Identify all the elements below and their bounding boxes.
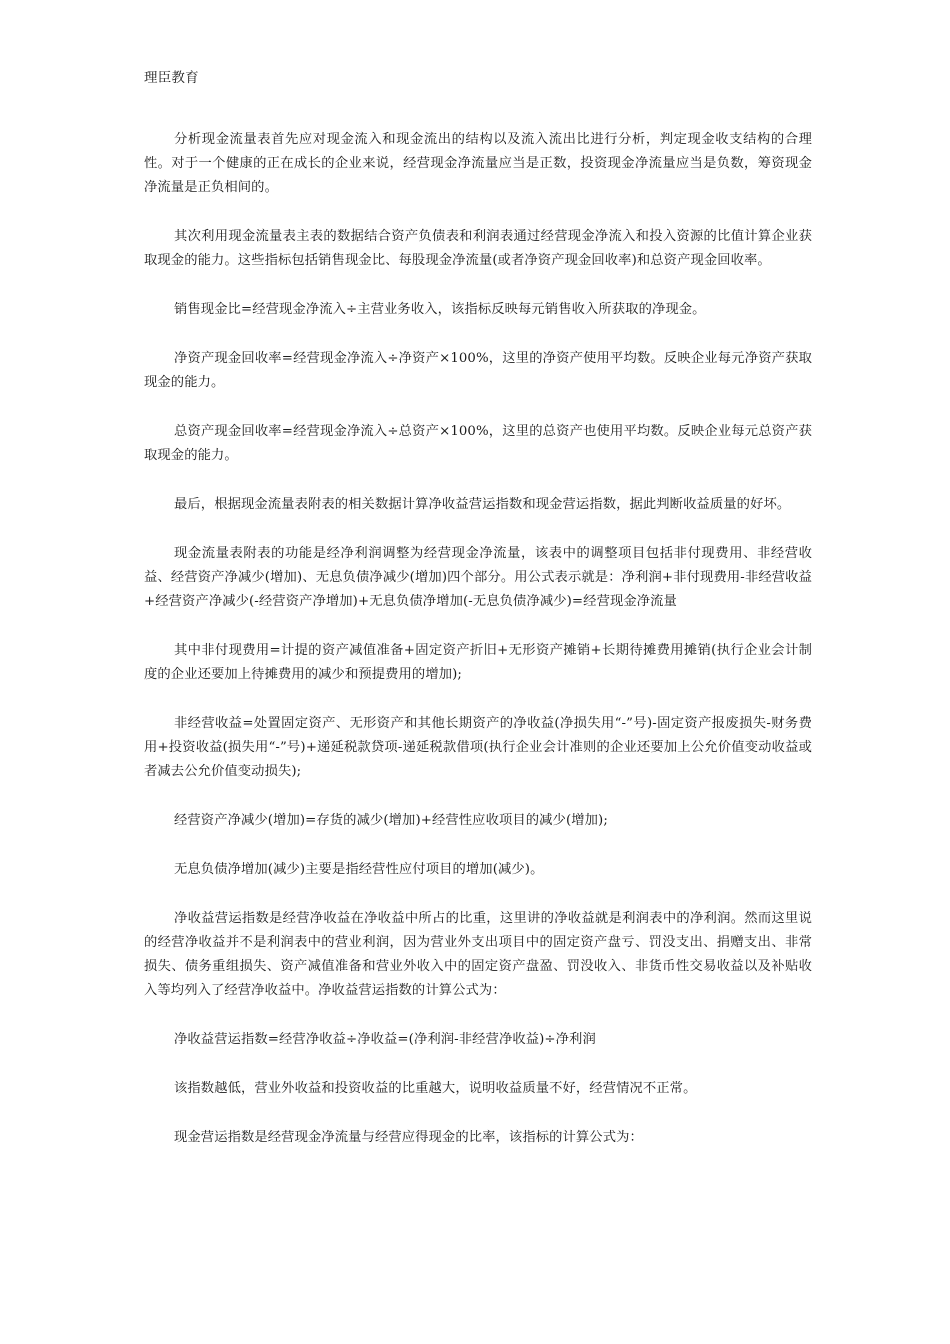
paragraph: 净收益营运指数是经营净收益在净收益中所占的比重，这里讲的净收益就是利润表中的净利润。然而这里说的经营净收益并不是利润表中的营业利润，因为营业外支出项目中的固定资产盘亏、罚没支出、捐赠支出、非常损失、债务重组损失、资产减值准备和营业外收入中的固定资产盘盈、罚没收入、非货币性交易收益以及补贴收入等均列入了经营净收益中。净收益营运指数的计算公式为： <box>144 911 812 998</box>
paragraph: 其中非付现费用=计提的资产减值准备+固定资产折旧+无形资产摊销+长期待摊费用摊销(执行企业会计制度的企业还要加上待摊费用的减少和预提费用的增加); <box>144 643 812 682</box>
paragraph: 该指数越低，营业外收益和投资收益的比重越大，说明收益质量不好，经营情况不正常。 <box>174 1081 697 1096</box>
paragraph: 非经营收益=处置固定资产、无形资产和其他长期资产的净收益(净损失用“-”号)-固定资产报废损失-财务费用+投资收益(损失用“-”号)+递延税款贷项-递延税款借项(执行企业会计准则的企业还要加上公允价值变动收益或者减去公允价值变动损失); <box>144 716 812 779</box>
paragraph: 净资产现金回收率=经营现金净流入÷净资产×100%，这里的净资产使用平均数。反映企业每元净资产获取现金的能力。 <box>144 351 812 390</box>
paragraph: 净收益营运指数=经营净收益÷净收益=(净利润-非经营净收益)÷净利润 <box>174 1032 596 1047</box>
paragraph: 现金营运指数是经营现金净流量与经营应得现金的比率，该指标的计算公式为： <box>174 1130 643 1145</box>
paragraph: 其次利用现金流量表主表的数据结合资产负债表和利润表通过经营现金净流入和投入资源的比值计算企业获取现金的能力。这些指标包括销售现金比、每股现金净流量(或者净资产现金回收率)和总资产现金回收率。 <box>144 229 812 268</box>
paragraph: 总资产现金回收率=经营现金净流入÷总资产×100%，这里的总资产也使用平均数。反映企业每元总资产获取现金的能力。 <box>144 424 812 463</box>
paragraph: 无息负债净增加(减少)主要是指经营性应付项目的增加(减少)。 <box>174 862 544 877</box>
paragraph: 分析现金流量表首先应对现金流入和现金流出的结构以及流入流出比进行分析，判定现金收支结构的合理性。对于一个健康的正在成长的企业来说，经营现金净流量应当是正数，投资现金净流量应当是负数，筹资现金净流量是正负相间的。 <box>144 132 812 195</box>
paragraph: 现金流量表附表的功能是经净利润调整为经营现金净流量，该表中的调整项目包括非付现费用、非经营收益、经营资产净减少(增加)、无息负债净减少(增加)四个部分。用公式表示就是：净利润+非付现费用-非经营收益+经营资产净减少(-经营资产净增加)+无息负债净增加(-无息负债净减少)=经营现金净流量 <box>144 546 812 609</box>
page-header: 理臣教育 <box>144 70 199 86</box>
paragraph: 销售现金比=经营现金净流入÷主营业务收入，该指标反映每元销售收入所获取的净现金。 <box>174 302 706 317</box>
paragraph: 经营资产净减少(增加)=存货的减少(增加)+经营性应收项目的减少(增加); <box>174 813 608 828</box>
document-body <box>144 128 812 1175</box>
paragraph: 最后，根据现金流量表附表的相关数据计算净收益营运指数和现金营运指数，据此判断收益质量的好坏。 <box>174 497 791 512</box>
